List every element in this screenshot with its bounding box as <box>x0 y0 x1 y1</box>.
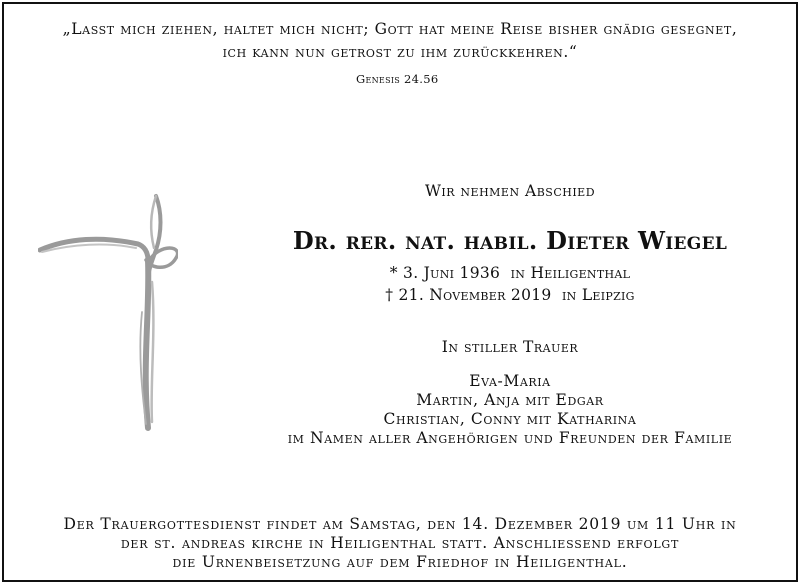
quote-source: Genesis 24.56 <box>356 72 439 86</box>
service-line-2: der st. andreas kirche in Heiligenthal statt. Anschliessend erfolgt <box>120 534 680 552</box>
service-line-3: die Urnenbeisetzung auf dem Friedhof in Heiligenthal. <box>172 553 628 571</box>
farewell-intro: Wir nehmen Abschied <box>424 182 596 200</box>
mourning-line: In stiller Trauer <box>441 338 579 356</box>
ribbon-cross-icon <box>38 192 178 432</box>
quote-line-1: „Lasst mich ziehen, haltet mich nicht; Gott hat meine Reise bisher gnädig gesegnet, <box>62 20 738 38</box>
family-list <box>220 372 800 448</box>
family-member: Christian, Conny mit Katharina <box>383 410 637 428</box>
quote-line-2: ich kann nun getrost zu ihm zurückkehren.“ <box>222 43 578 61</box>
family-member: im Namen aller Angehörigen und Freunden der Familie <box>287 429 733 447</box>
service-line-1: Der Trauergottesdienst findet am Samstag, den 14. Dezember 2019 um 11 Uhr in <box>63 515 737 533</box>
service-announcement <box>0 515 800 572</box>
deceased-name: Dr. rer. nat. habil. Dieter Wiegel <box>292 226 728 255</box>
bible-quote <box>0 18 800 64</box>
family-member: Eva-Maria <box>469 372 551 390</box>
birth-date: * 3. Juni 1936 in Heiligenthal <box>389 264 631 282</box>
family-member: Martin, Anja mit Edgar <box>416 391 604 409</box>
death-date: † 21. November 2019 in Leipzig <box>385 286 635 304</box>
life-dates <box>220 262 800 306</box>
